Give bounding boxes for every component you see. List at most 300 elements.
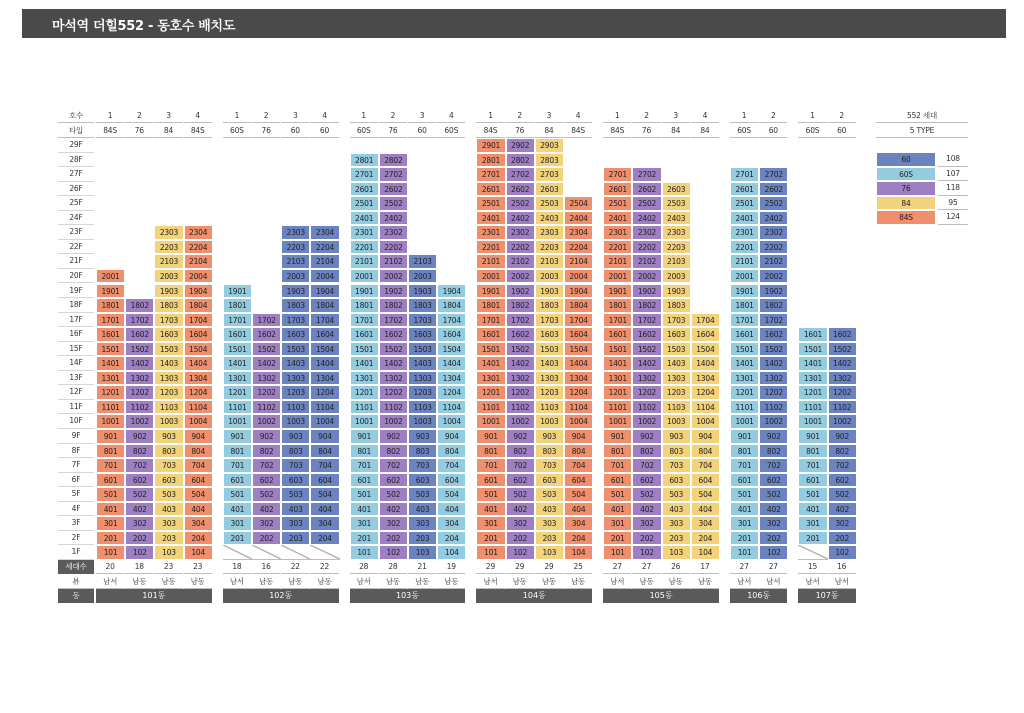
- unit-cell: 1204: [437, 385, 466, 400]
- unit-cell: 2701: [730, 167, 759, 182]
- unit-cell: 2104: [310, 254, 339, 269]
- unit-cell: 1104: [691, 400, 720, 415]
- unit-cell: 1803: [281, 298, 310, 313]
- unit-cell: 1703: [408, 313, 437, 328]
- view-direction: 남서: [350, 575, 378, 589]
- unit-cell: 2102: [632, 254, 661, 269]
- unit-cell: 2402: [379, 211, 408, 226]
- empty-unit: [798, 545, 827, 560]
- unit-cell: 1802: [379, 298, 408, 313]
- unit-cell: 601: [96, 473, 125, 488]
- floor-label: 24F: [58, 211, 94, 226]
- legend-type-count: 118: [938, 181, 968, 196]
- unit-cell: 203: [535, 531, 564, 546]
- unit-cell: 1601: [730, 327, 759, 342]
- unit-cell: 801: [798, 444, 827, 459]
- unit-cell: 601: [476, 473, 505, 488]
- unit-cell: 2004: [310, 269, 339, 284]
- ho-number: 2: [632, 109, 660, 123]
- unit-cell: 2203: [154, 240, 183, 255]
- unit-cell: 2203: [662, 240, 691, 255]
- unit-cell: 1403: [535, 356, 564, 371]
- unit-cell: 1704: [437, 313, 466, 328]
- unit-cell: 1201: [798, 385, 827, 400]
- unit-cell: 301: [350, 516, 379, 531]
- view-direction: 남동: [408, 575, 436, 589]
- unit-cell: 1801: [603, 298, 632, 313]
- unit-cell: 1102: [759, 400, 788, 415]
- unit-cell: 1003: [281, 414, 310, 429]
- unit-cell: 802: [828, 444, 857, 459]
- unit-cell: 1403: [154, 356, 183, 371]
- unit-cell: 2303: [662, 225, 691, 240]
- unit-cell: 1601: [223, 327, 252, 342]
- household-count: 16: [828, 560, 856, 574]
- unit-cell: 1001: [603, 414, 632, 429]
- unit-cell: 104: [691, 545, 720, 560]
- household-count: 23: [154, 560, 182, 574]
- unit-cell: 1203: [281, 385, 310, 400]
- unit-cell: 2903: [535, 138, 564, 153]
- unit-cell: 1201: [223, 385, 252, 400]
- view-direction: 남동: [437, 575, 465, 589]
- building-label: 102동: [223, 589, 339, 603]
- unit-cell: 1702: [379, 313, 408, 328]
- unit-cell: 303: [408, 516, 437, 531]
- unit-cell: 1303: [154, 371, 183, 386]
- ho-number: 4: [310, 109, 338, 123]
- household-count: 28: [350, 560, 378, 574]
- unit-cell: 903: [662, 429, 691, 444]
- unit-cell: 2402: [759, 211, 788, 226]
- unit-cell: 1604: [184, 327, 213, 342]
- unit-cell: 401: [223, 502, 252, 517]
- unit-cell: 904: [564, 429, 593, 444]
- unit-cell: 801: [350, 444, 379, 459]
- unit-cell: 1502: [125, 342, 154, 357]
- unit-cell: 1402: [828, 356, 857, 371]
- unit-cell: 1504: [691, 342, 720, 357]
- ho-number: 2: [759, 109, 787, 123]
- view-direction: 남동: [506, 575, 534, 589]
- unit-cell: 2502: [506, 196, 535, 211]
- unit-cell: 201: [476, 531, 505, 546]
- unit-cell: 702: [828, 458, 857, 473]
- unit-cell: 2103: [662, 254, 691, 269]
- legend-type-count: 107: [938, 167, 968, 182]
- unit-cell: 1103: [281, 400, 310, 415]
- unit-cell: 402: [759, 502, 788, 517]
- unit-cell: 2602: [379, 182, 408, 197]
- unit-cell: 1001: [476, 414, 505, 429]
- unit-cell: 503: [154, 487, 183, 502]
- unit-cell: 301: [798, 516, 827, 531]
- unit-cell: 804: [564, 444, 593, 459]
- floor-label: 8F: [58, 444, 94, 459]
- ho-number: 2: [125, 109, 153, 123]
- ho-number: 4: [691, 109, 719, 123]
- unit-cell: 1502: [828, 342, 857, 357]
- unit-cell: 1501: [603, 342, 632, 357]
- unit-cell: 604: [184, 473, 213, 488]
- unit-cell: 204: [184, 531, 213, 546]
- unit-cell: 1404: [691, 356, 720, 371]
- unit-cell: 102: [125, 545, 154, 560]
- unit-type: 76: [379, 124, 407, 138]
- unit-cell: 1602: [379, 327, 408, 342]
- unit-cell: 1103: [535, 400, 564, 415]
- unit-cell: 1002: [759, 414, 788, 429]
- unit-cell: 1003: [535, 414, 564, 429]
- floor-label: 11F: [58, 400, 94, 415]
- unit-cell: 2601: [476, 182, 505, 197]
- unit-cell: 2702: [379, 167, 408, 182]
- unit-cell: 102: [506, 545, 535, 560]
- unit-type: 60S: [350, 124, 378, 138]
- unit-cell: 1703: [154, 313, 183, 328]
- unit-cell: 1503: [662, 342, 691, 357]
- unit-cell: 2802: [506, 153, 535, 168]
- floor-label: 23F: [58, 225, 94, 240]
- household-count: 27: [603, 560, 631, 574]
- unit-cell: 504: [184, 487, 213, 502]
- unit-cell: 903: [281, 429, 310, 444]
- unit-cell: 2302: [759, 225, 788, 240]
- building-label: 107동: [798, 589, 855, 603]
- unit-cell: 1602: [828, 327, 857, 342]
- unit-cell: 902: [379, 429, 408, 444]
- unit-cell: 702: [125, 458, 154, 473]
- building-label: 104동: [476, 589, 592, 603]
- unit-cell: 602: [632, 473, 661, 488]
- unit-cell: 104: [564, 545, 593, 560]
- unit-cell: 901: [350, 429, 379, 444]
- unit-cell: 1403: [281, 356, 310, 371]
- unit-cell: 1602: [125, 327, 154, 342]
- unit-cell: 1501: [96, 342, 125, 357]
- view-direction: 남서: [730, 575, 758, 589]
- view-direction: 남서: [223, 575, 251, 589]
- unit-cell: 1802: [759, 298, 788, 313]
- unit-type: 84S: [96, 124, 124, 138]
- unit-cell: 501: [96, 487, 125, 502]
- legend-type-count: 95: [938, 196, 968, 211]
- unit-cell: 703: [154, 458, 183, 473]
- unit-cell: 1604: [691, 327, 720, 342]
- unit-cell: 1302: [632, 371, 661, 386]
- unit-cell: 1701: [603, 313, 632, 328]
- unit-cell: 102: [632, 545, 661, 560]
- unit-cell: 1903: [535, 284, 564, 299]
- household-count: 27: [759, 560, 787, 574]
- unit-cell: 2003: [281, 269, 310, 284]
- unit-cell: 1804: [437, 298, 466, 313]
- unit-cell: 2101: [476, 254, 505, 269]
- unit-cell: 1201: [350, 385, 379, 400]
- unit-cell: 1003: [662, 414, 691, 429]
- unit-cell: 403: [408, 502, 437, 517]
- unit-cell: 1602: [759, 327, 788, 342]
- unit-cell: 2901: [476, 138, 505, 153]
- floor-label: 26F: [58, 182, 94, 197]
- unit-cell: 2701: [350, 167, 379, 182]
- unit-cell: 1001: [223, 414, 252, 429]
- unit-cell: 704: [691, 458, 720, 473]
- unit-cell: 804: [691, 444, 720, 459]
- unit-cell: 1504: [437, 342, 466, 357]
- unit-cell: 2004: [564, 269, 593, 284]
- unit-cell: 301: [603, 516, 632, 531]
- unit-cell: 1601: [96, 327, 125, 342]
- ho-number: 3: [662, 109, 690, 123]
- floor-label: 2F: [58, 531, 94, 546]
- floor-label: 3F: [58, 516, 94, 531]
- floor-label: 15F: [58, 342, 94, 357]
- household-count: 27: [730, 560, 758, 574]
- unit-cell: 303: [535, 516, 564, 531]
- row-label-dong: 동: [58, 589, 94, 603]
- unit-cell: 904: [437, 429, 466, 444]
- unit-cell: 403: [154, 502, 183, 517]
- unit-cell: 2403: [662, 211, 691, 226]
- unit-cell: 1404: [184, 356, 213, 371]
- unit-cell: 501: [798, 487, 827, 502]
- unit-cell: 2304: [184, 225, 213, 240]
- unit-cell: 1102: [632, 400, 661, 415]
- unit-cell: 201: [730, 531, 759, 546]
- ho-number: 1: [730, 109, 758, 123]
- unit-cell: 604: [691, 473, 720, 488]
- view-direction: 남동: [252, 575, 280, 589]
- unit-cell: 2204: [310, 240, 339, 255]
- unit-cell: 1603: [535, 327, 564, 342]
- unit-cell: 1302: [252, 371, 281, 386]
- unit-cell: 1001: [350, 414, 379, 429]
- household-count: 22: [310, 560, 338, 574]
- unit-cell: 602: [828, 473, 857, 488]
- unit-type: 84S: [184, 124, 212, 138]
- unit-cell: 603: [154, 473, 183, 488]
- unit-cell: 1104: [184, 400, 213, 415]
- unit-cell: 2703: [535, 167, 564, 182]
- unit-cell: 1503: [535, 342, 564, 357]
- unit-cell: 701: [223, 458, 252, 473]
- unit-cell: 203: [154, 531, 183, 546]
- unit-cell: 2303: [281, 225, 310, 240]
- ho-number: 2: [828, 109, 856, 123]
- unit-cell: 1102: [252, 400, 281, 415]
- unit-cell: 602: [252, 473, 281, 488]
- unit-cell: 1202: [759, 385, 788, 400]
- unit-cell: 1401: [730, 356, 759, 371]
- unit-cell: 1801: [96, 298, 125, 313]
- unit-cell: 2301: [476, 225, 505, 240]
- ho-number: 4: [184, 109, 212, 123]
- household-count: 21: [408, 560, 436, 574]
- unit-cell: 1704: [691, 313, 720, 328]
- view-direction: 남서: [759, 575, 787, 589]
- unit-cell: 301: [96, 516, 125, 531]
- ho-number: 4: [437, 109, 465, 123]
- unit-cell: 1402: [506, 356, 535, 371]
- unit-cell: 1501: [730, 342, 759, 357]
- unit-cell: 1503: [408, 342, 437, 357]
- unit-cell: 902: [125, 429, 154, 444]
- unit-cell: 602: [125, 473, 154, 488]
- unit-cell: 2303: [154, 225, 183, 240]
- unit-cell: 202: [379, 531, 408, 546]
- unit-cell: 1404: [437, 356, 466, 371]
- floor-label: 5F: [58, 487, 94, 502]
- unit-cell: 103: [154, 545, 183, 560]
- unit-cell: 1803: [408, 298, 437, 313]
- household-count: 18: [223, 560, 251, 574]
- floor-label: 6F: [58, 473, 94, 488]
- ho-number: 1: [350, 109, 378, 123]
- unit-cell: 1504: [564, 342, 593, 357]
- unit-cell: 1801: [223, 298, 252, 313]
- unit-cell: 1904: [184, 284, 213, 299]
- row-label-view: 뷰: [58, 575, 94, 589]
- unit-cell: 502: [759, 487, 788, 502]
- unit-cell: 202: [252, 531, 281, 546]
- unit-type: 60S: [223, 124, 251, 138]
- unit-cell: 1201: [476, 385, 505, 400]
- unit-cell: 1601: [798, 327, 827, 342]
- unit-cell: 104: [184, 545, 213, 560]
- unit-cell: 801: [223, 444, 252, 459]
- unit-cell: 1702: [506, 313, 535, 328]
- unit-cell: 2902: [506, 138, 535, 153]
- unit-cell: 204: [310, 531, 339, 546]
- unit-cell: 2001: [96, 269, 125, 284]
- unit-cell: 1002: [252, 414, 281, 429]
- unit-cell: 1003: [154, 414, 183, 429]
- unit-cell: 2202: [632, 240, 661, 255]
- unit-cell: 1103: [154, 400, 183, 415]
- unit-cell: 2401: [730, 211, 759, 226]
- unit-cell: 902: [252, 429, 281, 444]
- unit-cell: 2702: [632, 167, 661, 182]
- unit-cell: 2003: [535, 269, 564, 284]
- unit-cell: 902: [828, 429, 857, 444]
- unit-cell: 2203: [281, 240, 310, 255]
- unit-cell: 1102: [125, 400, 154, 415]
- unit-cell: 801: [476, 444, 505, 459]
- unit-cell: 201: [350, 531, 379, 546]
- view-direction: 남동: [691, 575, 719, 589]
- unit-cell: 2501: [603, 196, 632, 211]
- floor-label: 14F: [58, 356, 94, 371]
- ho-number: 2: [506, 109, 534, 123]
- household-count: 16: [252, 560, 280, 574]
- unit-cell: 501: [223, 487, 252, 502]
- unit-cell: 1101: [476, 400, 505, 415]
- unit-cell: 404: [691, 502, 720, 517]
- unit-cell: 1101: [223, 400, 252, 415]
- unit-cell: 604: [564, 473, 593, 488]
- view-direction: 남서: [828, 575, 856, 589]
- unit-cell: 1804: [310, 298, 339, 313]
- unit-cell: 1204: [691, 385, 720, 400]
- view-direction: 남동: [632, 575, 660, 589]
- unit-cell: 1403: [662, 356, 691, 371]
- floor-label: 16F: [58, 327, 94, 342]
- unit-cell: 1102: [506, 400, 535, 415]
- unit-cell: 2002: [759, 269, 788, 284]
- household-count: 20: [96, 560, 124, 574]
- unit-cell: 701: [603, 458, 632, 473]
- unit-cell: 2602: [632, 182, 661, 197]
- unit-cell: 1001: [730, 414, 759, 429]
- unit-cell: 1303: [535, 371, 564, 386]
- unit-cell: 1701: [96, 313, 125, 328]
- unit-type: 60: [281, 124, 309, 138]
- unit-cell: 1601: [350, 327, 379, 342]
- unit-cell: 1401: [603, 356, 632, 371]
- unit-cell: 1401: [798, 356, 827, 371]
- unit-cell: 704: [437, 458, 466, 473]
- page-title: 마석역 더힐552 - 동호수 배치도: [52, 19, 236, 34]
- unit-cell: 503: [535, 487, 564, 502]
- unit-cell: 402: [125, 502, 154, 517]
- unit-cell: 402: [828, 502, 857, 517]
- legend-type-count: 124: [938, 210, 968, 225]
- empty-unit: [310, 545, 339, 560]
- unit-cell: 201: [223, 531, 252, 546]
- unit-cell: 1502: [252, 342, 281, 357]
- unit-cell: 501: [350, 487, 379, 502]
- unit-cell: 1301: [96, 371, 125, 386]
- unit-cell: 1904: [437, 284, 466, 299]
- unit-cell: 501: [730, 487, 759, 502]
- unit-cell: 602: [506, 473, 535, 488]
- unit-cell: 601: [798, 473, 827, 488]
- household-count: 26: [662, 560, 690, 574]
- view-direction: 남동: [125, 575, 153, 589]
- building-label: 103동: [350, 589, 466, 603]
- unit-cell: 2101: [350, 254, 379, 269]
- unit-cell: 2202: [506, 240, 535, 255]
- unit-cell: 103: [662, 545, 691, 560]
- unit-cell: 401: [350, 502, 379, 517]
- unit-cell: 401: [476, 502, 505, 517]
- unit-cell: 303: [281, 516, 310, 531]
- building-label: 105동: [603, 589, 719, 603]
- unit-cell: 102: [379, 545, 408, 560]
- unit-cell: 2601: [350, 182, 379, 197]
- floor-label: 12F: [58, 385, 94, 400]
- unit-cell: 1501: [798, 342, 827, 357]
- legend-type-count: 108: [938, 152, 968, 167]
- unit-type: 84: [154, 124, 182, 138]
- unit-cell: 601: [223, 473, 252, 488]
- floor-label: 9F: [58, 429, 94, 444]
- unit-cell: 603: [281, 473, 310, 488]
- unit-cell: 1404: [564, 356, 593, 371]
- view-direction: 남동: [379, 575, 407, 589]
- unit-cell: 501: [476, 487, 505, 502]
- unit-cell: 1602: [632, 327, 661, 342]
- unit-cell: 1803: [662, 298, 691, 313]
- unit-cell: 302: [252, 516, 281, 531]
- unit-cell: 701: [730, 458, 759, 473]
- unit-cell: 502: [828, 487, 857, 502]
- unit-cell: 2103: [408, 254, 437, 269]
- unit-cell: 1102: [828, 400, 857, 415]
- unit-cell: 2004: [184, 269, 213, 284]
- unit-cell: 2402: [632, 211, 661, 226]
